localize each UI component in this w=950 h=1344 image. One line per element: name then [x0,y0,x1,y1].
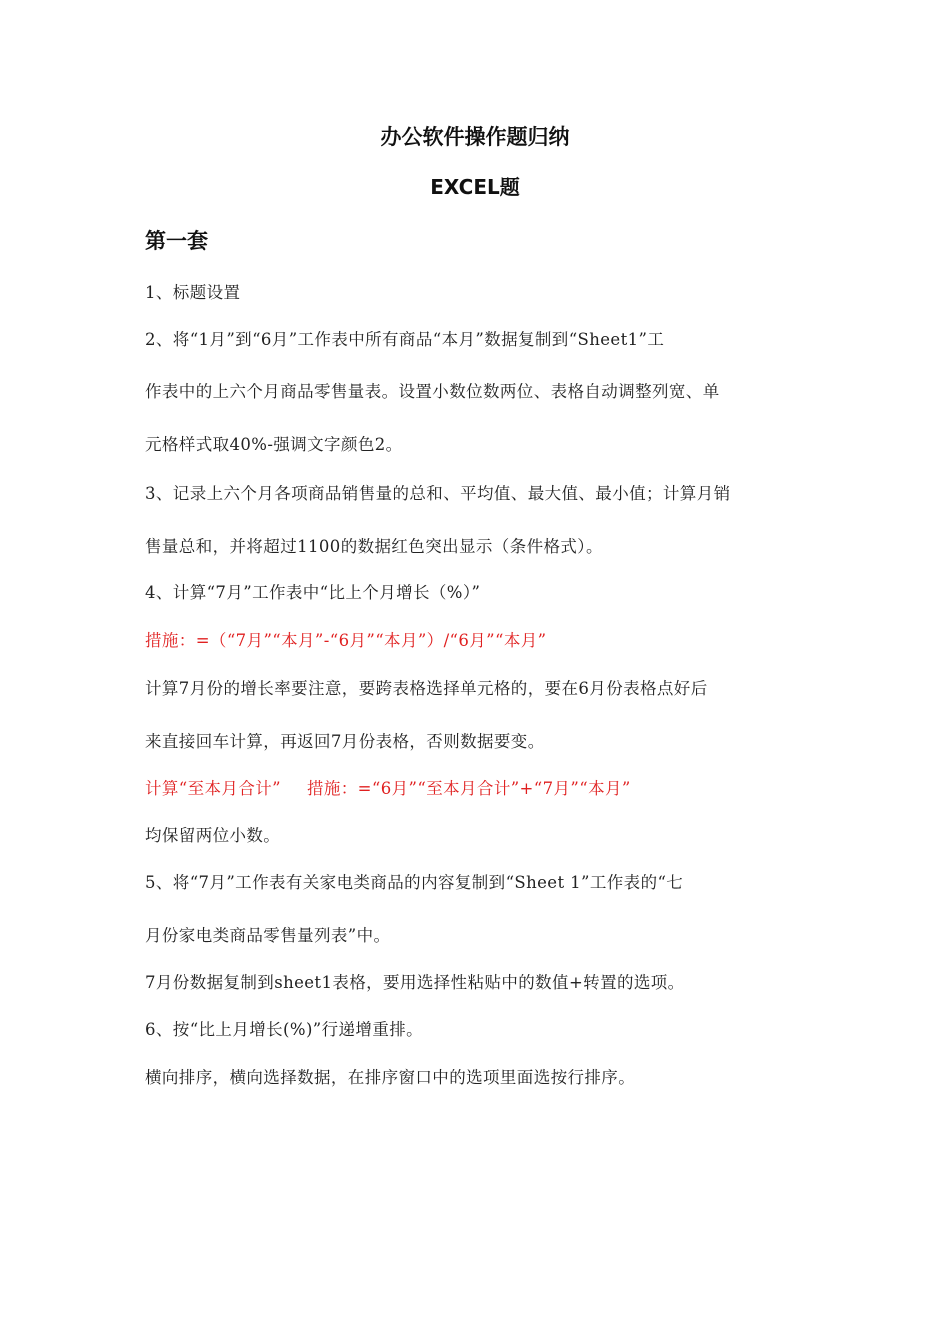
paragraph-line: 售量总和，并将超过1100的数据红色突出显示（条件格式）。 [145,537,603,556]
calc-formula: 措施：=“6月”“至本月合计”+“7月”“本月” [306,779,631,798]
paragraph-line: 来直接回车计算，再返回7月份表格，否则数据要变。 [145,732,545,751]
section-heading: 第一套 [145,229,208,253]
paragraph-line: 2、将“1月”到“6月”工作表中所有商品“本月”数据复制到“Sheet1”工 [145,330,665,349]
document-title: 办公软件操作题归纳 [380,125,570,149]
paragraph-line: 作表中的上六个月商品零售量表。设置小数位数两位、表格自动调整列宽、单 [145,382,720,401]
paragraph-line: 4、计算“7月”工作表中“比上个月增长（%）” [145,583,481,602]
paragraph-line: 7月份数据复制到sheet1表格，要用选择性粘贴中的数值+转置的选项。 [145,973,685,992]
method-line-red [145,777,810,801]
calc-label: 计算“至本月合计” [145,779,281,798]
paragraph-line: 元格样式取40%-强调文字颜色2。 [145,435,403,454]
paragraph-line: 1、标题设置 [145,283,241,302]
paragraph-line: 计算7月份的增长率要注意，要跨表格选择单元格的，要在6月份表格点好后 [145,679,708,698]
document-subtitle: EXCEL题 [430,175,520,199]
method-line-red: 措施：=（“7月”“本月”-“6月”“本月”）/“6月”“本月” [145,631,547,650]
paragraph-line: 3、记录上六个月各项商品销售量的总和、平均值、最大值、最小值；计算月销 [145,484,731,503]
paragraph-line: 横向排序，横向选择数据，在排序窗口中的选项里面选按行排序。 [145,1068,636,1087]
paragraph-line: 均保留两位小数。 [145,826,281,845]
paragraph-line: 5、将“7月”工作表有关家电类商品的内容复制到“Sheet 1”工作表的“七 [145,873,684,892]
paragraph-line: 月份家电类商品零售量列表”中。 [145,926,391,945]
paragraph-line: 6、按“比上月增长(%)”行递增重排。 [145,1020,424,1039]
